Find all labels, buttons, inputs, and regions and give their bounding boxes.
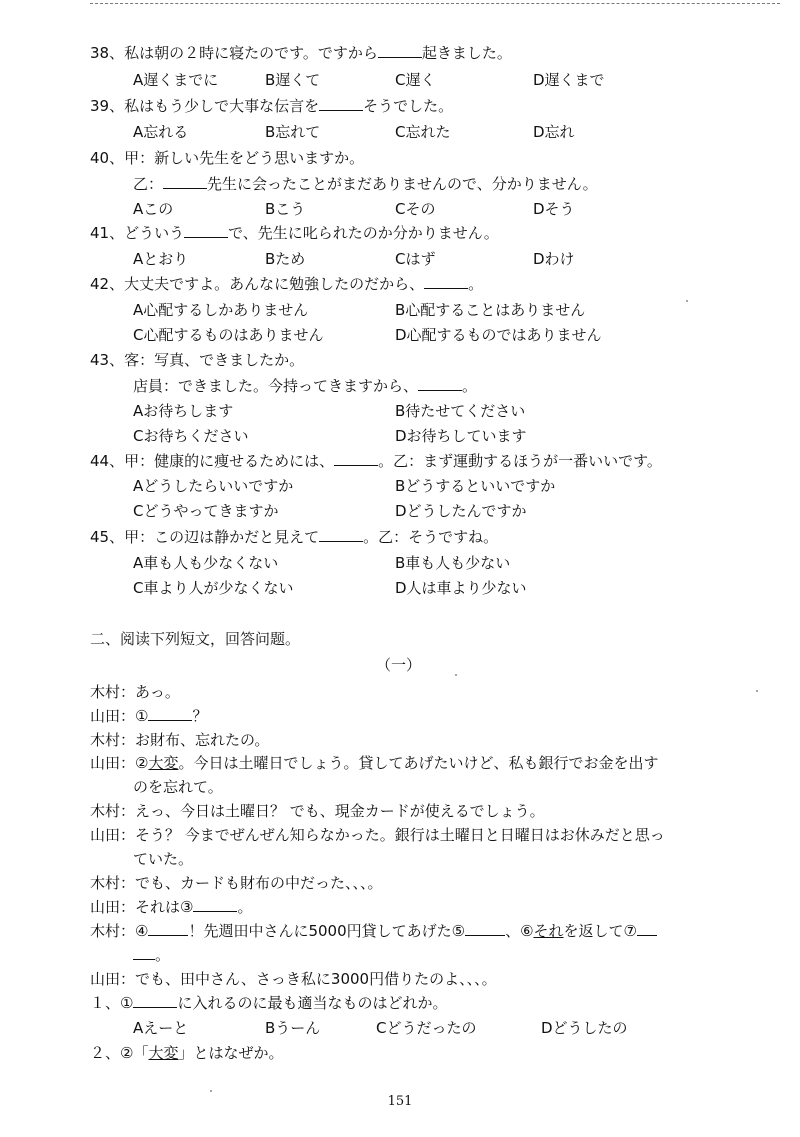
- question-text: 甲：新しい先生をどう思いますか。: [124, 149, 365, 167]
- answer-blank: [193, 897, 237, 912]
- option-a: Aえーと: [133, 1019, 189, 1037]
- answer-blank: [163, 174, 207, 189]
- question-text-end: 」とはなぜか。: [178, 1044, 284, 1062]
- dialogue-line-1: 木村：あっ。: [90, 683, 180, 701]
- option-a: A忘れる: [133, 123, 189, 141]
- question-number: 44、: [90, 452, 125, 470]
- question-number: 45、: [90, 528, 125, 546]
- dialogue-line-2: [90, 706, 207, 726]
- option-c: C車より人が少なくない: [133, 579, 294, 597]
- question-text-end: 先生に会ったことがまだありませんので、分かりません。: [207, 175, 598, 193]
- option-d: D遅くまで: [533, 71, 605, 89]
- dialogue-line-3: 木村：お財布、忘れたの。: [90, 731, 270, 749]
- option-a: Aとおり: [133, 250, 189, 268]
- option-b: B遅くて: [265, 71, 321, 89]
- option-c: Cその: [395, 200, 436, 218]
- answer-blank: [319, 527, 363, 542]
- question-text-end: に入れるのに最も適当なものはどれか。: [177, 994, 448, 1012]
- question-39: [90, 96, 453, 116]
- answer-blank: [148, 921, 188, 936]
- dialogue-line-4-cont: のを忘れて。: [133, 778, 223, 796]
- question-45: [90, 527, 498, 547]
- option-c: C遅く: [395, 71, 436, 89]
- option-b: Bため: [265, 250, 306, 268]
- question-number: １、: [90, 994, 121, 1012]
- dialogue-text: ！先週田中さんに5000円貸してあげた⑤: [188, 922, 466, 940]
- option-d: D心配するものではありません: [395, 326, 602, 344]
- answer-blank: [418, 376, 462, 391]
- option-c: Cどうだったの: [376, 1019, 477, 1037]
- question-41: [90, 223, 499, 243]
- dialogue-line-9-cont: [133, 945, 170, 965]
- underlined-word: それ: [533, 922, 564, 940]
- option-a: Aお待ちします: [133, 402, 234, 420]
- dialogue-line-7: 木村：でも、カードも財布の中だった、、、。: [90, 874, 383, 892]
- question-text: 客：写真、できましたか。: [124, 351, 305, 369]
- dialogue-line-5: 木村：えっ、今日は土曜日？ でも、現金カードが使えるでしょう。: [90, 802, 545, 820]
- dialogue-text: を返して⑦: [563, 922, 637, 940]
- question-44: [90, 451, 662, 471]
- question-number: 42、: [90, 275, 125, 293]
- option-a: Aどうしたらいいですか: [133, 477, 294, 495]
- option-b: Bこう: [265, 200, 306, 218]
- section-heading: 二、阅读下列短文，回答问题。: [90, 630, 301, 648]
- dialogue-line-10: 山田：でも、田中さん、さっき私に3000円借りたのよ、、、。: [90, 970, 497, 988]
- answer-blank: [637, 921, 657, 936]
- speaker-label: 乙：: [133, 175, 164, 193]
- question-38: [90, 43, 512, 63]
- question-40-line-2: [133, 174, 598, 194]
- option-c: Cはず: [395, 250, 436, 268]
- underlined-word: 大変: [148, 1044, 179, 1062]
- dialogue-line-4: [90, 753, 658, 773]
- question-text: 私は朝の２時に寝たのです。ですから: [124, 44, 378, 62]
- dialogue-text-end: 。: [237, 898, 253, 916]
- question-number: 39、: [90, 97, 125, 115]
- option-c: Cどうやってきますか: [133, 502, 279, 520]
- question-text-end: 。: [468, 275, 484, 293]
- option-d: Dお待ちしています: [395, 427, 527, 445]
- question-text: ②「: [120, 1044, 149, 1062]
- option-c: C忘れた: [395, 123, 451, 141]
- question-text: 甲：健康的に痩せるためには、: [124, 452, 335, 470]
- answer-blank: [319, 96, 363, 111]
- option-a: A心配するしかありません: [133, 301, 309, 319]
- section-subheading: （一）: [376, 656, 422, 674]
- question-40: [90, 148, 364, 168]
- dialogue-text-end: 。: [155, 946, 171, 964]
- option-b: B車も人も少ない: [395, 554, 511, 572]
- question-text: 大丈夫ですよ。あんなに勉強したのだから、: [124, 275, 425, 293]
- answer-blank: [184, 223, 228, 238]
- answer-blank: [334, 451, 378, 466]
- option-d: Dどうしたの: [541, 1019, 628, 1037]
- dialogue-line-8: [90, 897, 252, 917]
- dialogue-text: 山田：②: [90, 754, 149, 772]
- option-c: C心配するものはありません: [133, 326, 324, 344]
- option-b: B忘れて: [265, 123, 321, 141]
- dialogue-text: 山田：①: [90, 707, 149, 725]
- question-number: 41、: [90, 224, 125, 242]
- dialogue-text-end: ？: [192, 707, 208, 725]
- answer-blank: [133, 945, 155, 960]
- question-text-end: そうでした。: [363, 97, 454, 115]
- top-scan-line: [90, 3, 780, 4]
- question-text-end: 。乙：そうですね。: [363, 528, 499, 546]
- dialogue-text: 木村：④: [90, 922, 149, 940]
- question-text-end: 起きました。: [421, 44, 512, 62]
- question-text-end: で、先生に叱られたのか分かりません。: [228, 224, 499, 242]
- question-43: [90, 350, 304, 370]
- option-d: D人は車より少ない: [395, 579, 527, 597]
- question-number: 40、: [90, 149, 125, 167]
- option-b: B心配することはありません: [395, 301, 586, 319]
- question-number: ２、: [90, 1044, 121, 1062]
- dialogue-line-9: [90, 921, 657, 941]
- question-text: 店員：できました。今持ってきますから、: [133, 377, 419, 395]
- question-text: 私はもう少しで大事な伝言を: [124, 97, 320, 115]
- dialogue-line-6-cont: ていた。: [133, 850, 194, 868]
- answer-blank: [133, 993, 177, 1008]
- option-c: Cお待ちください: [133, 427, 249, 445]
- question-text-end: 。: [462, 377, 478, 395]
- scan-speck: [210, 1090, 212, 1092]
- question-text: どういう: [124, 224, 185, 242]
- page-number: 151: [387, 1094, 413, 1109]
- answer-blank: [465, 921, 505, 936]
- option-d: Dわけ: [533, 250, 575, 268]
- option-d: Dそう: [533, 200, 575, 218]
- reading-question-1: [90, 993, 447, 1013]
- option-a: Aこの: [133, 200, 174, 218]
- answer-blank: [424, 274, 468, 289]
- option-b: Bどうするといいですか: [395, 477, 556, 495]
- scan-speck: [686, 300, 688, 302]
- dialogue-line-6: 山田：そう？ 今までぜんぜん知らなかった。銀行は土曜日と日曜日はお休みだと思っ: [90, 826, 665, 844]
- option-a: A遅くまでに: [133, 71, 219, 89]
- answer-blank: [378, 43, 422, 58]
- underlined-word: 大変: [148, 754, 179, 772]
- question-text: 甲：この辺は静かだと見えて: [124, 528, 320, 546]
- dialogue-text: 、⑥: [505, 922, 534, 940]
- question-text: ①: [120, 994, 134, 1012]
- dialogue-text-end: 。今日は土曜日でしょう。貸してあげたいけど、私も銀行でお金を出す: [178, 754, 659, 772]
- scan-speck: [455, 674, 457, 676]
- option-b: B待たせてください: [395, 402, 526, 420]
- option-a: A車も人も少なくない: [133, 554, 279, 572]
- question-number: 38、: [90, 44, 125, 62]
- answer-blank: [148, 706, 192, 721]
- scan-speck: [756, 690, 758, 692]
- reading-question-2: [90, 1043, 284, 1063]
- question-number: 43、: [90, 351, 125, 369]
- question-43-line-2: [133, 376, 477, 396]
- option-b: Bうーん: [265, 1019, 321, 1037]
- question-42: [90, 274, 483, 294]
- option-d: D忘れ: [533, 123, 575, 141]
- option-d: Dどうしたんですか: [395, 502, 527, 520]
- question-text-end: 。乙：まず運動するほうが一番いいです。: [378, 452, 662, 470]
- dialogue-text: 山田：それは③: [90, 898, 194, 916]
